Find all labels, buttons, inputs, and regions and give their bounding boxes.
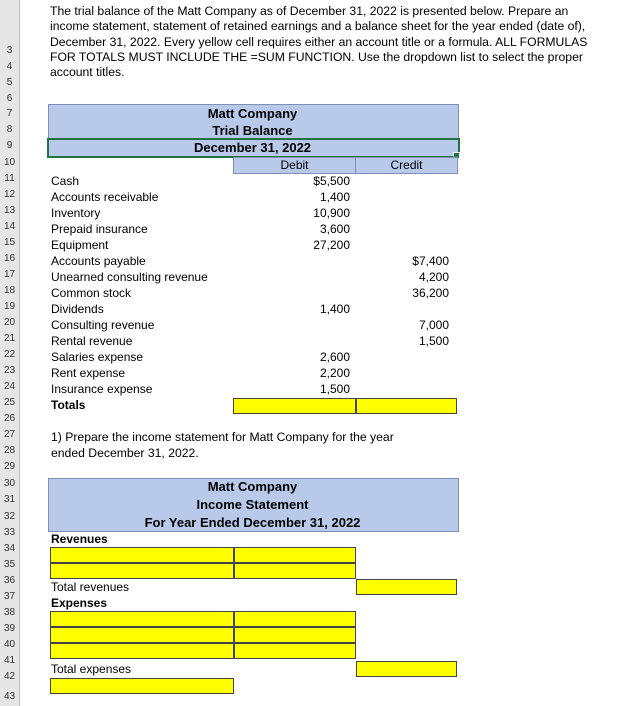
account-name: Dividends <box>51 302 104 316</box>
total-expenses-label: Total expenses <box>51 662 132 676</box>
row-number[interactable]: 21 <box>3 333 16 344</box>
account-name: Common stock <box>51 286 132 300</box>
row-number[interactable]: 30 <box>3 478 16 489</box>
row-number[interactable]: 27 <box>3 429 16 440</box>
expense-amount-1[interactable] <box>234 611 356 627</box>
debit-value: 1,400 <box>319 190 350 204</box>
debit-value: 2,200 <box>319 366 350 380</box>
row-number[interactable]: 8 <box>6 124 13 135</box>
debit-value: 3,600 <box>319 222 350 236</box>
debit-value: 2,600 <box>319 350 350 364</box>
row-number[interactable]: 17 <box>3 269 16 280</box>
revenue-amount-1[interactable] <box>234 547 356 563</box>
row-number[interactable]: 28 <box>3 445 16 456</box>
instructions-text: The trial balance of the Matt Company as of December 31, 2022 is presented below. Prepare an income statement, statement of retained earnings and a balance sheet for the year ended (date of), December 31, 2022. Every yellow cell requires either an account title or a formula. ALL FORMULAS FOR TOTALS MUST INCLUDE THE =SUM FUNCTION. Use the dropdown list to select the proper account titles. <box>50 4 588 80</box>
credit-header: Credit <box>355 157 458 174</box>
row-number[interactable]: 13 <box>3 205 16 216</box>
revenue-account-1[interactable] <box>50 547 234 563</box>
part1-instruction: 1) Prepare the income statement for Matt Company for the year ended December 31, 2022. <box>51 430 394 460</box>
row-number[interactable]: 32 <box>3 511 16 522</box>
credit-value: 4,200 <box>418 270 449 284</box>
total-revenues-label: Total revenues <box>51 580 130 594</box>
row-number[interactable]: 9 <box>6 140 13 151</box>
debit-header: Debit <box>233 157 356 174</box>
row-number[interactable]: 16 <box>3 253 16 264</box>
is-title: Income Statement <box>196 497 309 512</box>
row-number[interactable]: 43 <box>3 691 16 702</box>
row-number[interactable]: 5 <box>6 77 13 88</box>
expense-amount-2[interactable] <box>234 627 356 643</box>
row-number[interactable]: 24 <box>3 381 16 392</box>
debit-value: 27,200 <box>313 238 350 252</box>
is-period: For Year Ended December 31, 2022 <box>144 515 361 530</box>
expenses-label: Expenses <box>51 596 108 610</box>
tb-title: Trial Balance <box>212 123 293 138</box>
row-number[interactable]: 11 <box>4 173 15 184</box>
tb-company-name: Matt Company <box>207 106 298 121</box>
row-number[interactable]: 41 <box>3 655 16 666</box>
revenue-account-2[interactable] <box>50 563 234 579</box>
credit-value: 36,200 <box>412 286 449 300</box>
expense-account-2[interactable] <box>50 627 234 643</box>
row-number[interactable]: 26 <box>3 413 16 424</box>
row-number[interactable]: 10 <box>3 157 16 168</box>
revenue-amount-2[interactable] <box>234 563 356 579</box>
row-number[interactable]: 19 <box>3 301 16 312</box>
account-name: Rent expense <box>51 366 126 380</box>
total-revenues-cell[interactable] <box>356 579 457 595</box>
tb-date: December 31, 2022 <box>193 140 312 155</box>
row-number[interactable]: 37 <box>3 591 16 602</box>
row-number[interactable]: 12 <box>3 189 16 200</box>
row-number[interactable]: 31 <box>3 494 16 505</box>
account-name: Unearned consulting revenue <box>51 270 208 284</box>
row-number[interactable]: 3 <box>6 45 13 56</box>
total-credit-cell[interactable] <box>356 398 457 414</box>
is-company-name: Matt Company <box>207 479 298 494</box>
account-name: Accounts receivable <box>51 190 159 204</box>
account-name: Salaries expense <box>51 350 144 364</box>
row-number[interactable]: 40 <box>3 639 16 650</box>
row-number[interactable]: 23 <box>3 365 16 376</box>
row-number[interactable]: 35 <box>3 559 16 570</box>
account-name: Cash <box>51 174 80 188</box>
debit-value: 1,500 <box>319 382 350 396</box>
expense-account-3[interactable] <box>50 643 234 659</box>
debit-value: 1,400 <box>319 302 350 316</box>
credit-value: 1,500 <box>418 334 449 348</box>
row-number[interactable]: 25 <box>3 397 16 408</box>
row-number[interactable]: 18 <box>3 285 16 296</box>
revenues-label: Revenues <box>51 532 108 546</box>
row-number[interactable]: 20 <box>3 317 16 328</box>
account-name: Consulting revenue <box>51 318 155 332</box>
account-name: Accounts payable <box>51 254 146 268</box>
row-number[interactable]: 36 <box>3 575 16 586</box>
total-expenses-cell[interactable] <box>356 661 457 677</box>
net-income-account[interactable] <box>50 678 234 694</box>
row-number[interactable]: 42 <box>3 671 16 682</box>
row-number[interactable]: 22 <box>3 349 16 360</box>
row-number[interactable]: 29 <box>3 461 16 472</box>
row-number[interactable]: 14 <box>3 221 16 232</box>
account-name: Rental revenue <box>51 334 133 348</box>
row-number[interactable]: 39 <box>3 623 16 634</box>
credit-value: 7,000 <box>418 318 449 332</box>
credit-value: $7,400 <box>412 254 449 268</box>
row-number[interactable]: 33 <box>3 527 16 538</box>
expense-amount-3[interactable] <box>234 643 356 659</box>
row-number[interactable]: 34 <box>3 543 16 554</box>
account-name: Inventory <box>51 206 101 220</box>
row-number[interactable]: 4 <box>6 61 13 72</box>
row-number[interactable]: 15 <box>3 237 16 248</box>
row-number[interactable]: 38 <box>3 607 16 618</box>
debit-value: $5,500 <box>313 174 350 188</box>
total-debit-cell[interactable] <box>233 398 356 414</box>
account-name: Insurance expense <box>51 382 153 396</box>
debit-value: 10,900 <box>313 206 350 220</box>
row-number[interactable]: 7 <box>6 108 13 119</box>
expense-account-1[interactable] <box>50 611 234 627</box>
row-number[interactable]: 6 <box>6 93 13 104</box>
account-name: Equipment <box>51 238 109 252</box>
account-name: Prepaid insurance <box>51 222 148 236</box>
totals-label: Totals <box>51 398 86 412</box>
